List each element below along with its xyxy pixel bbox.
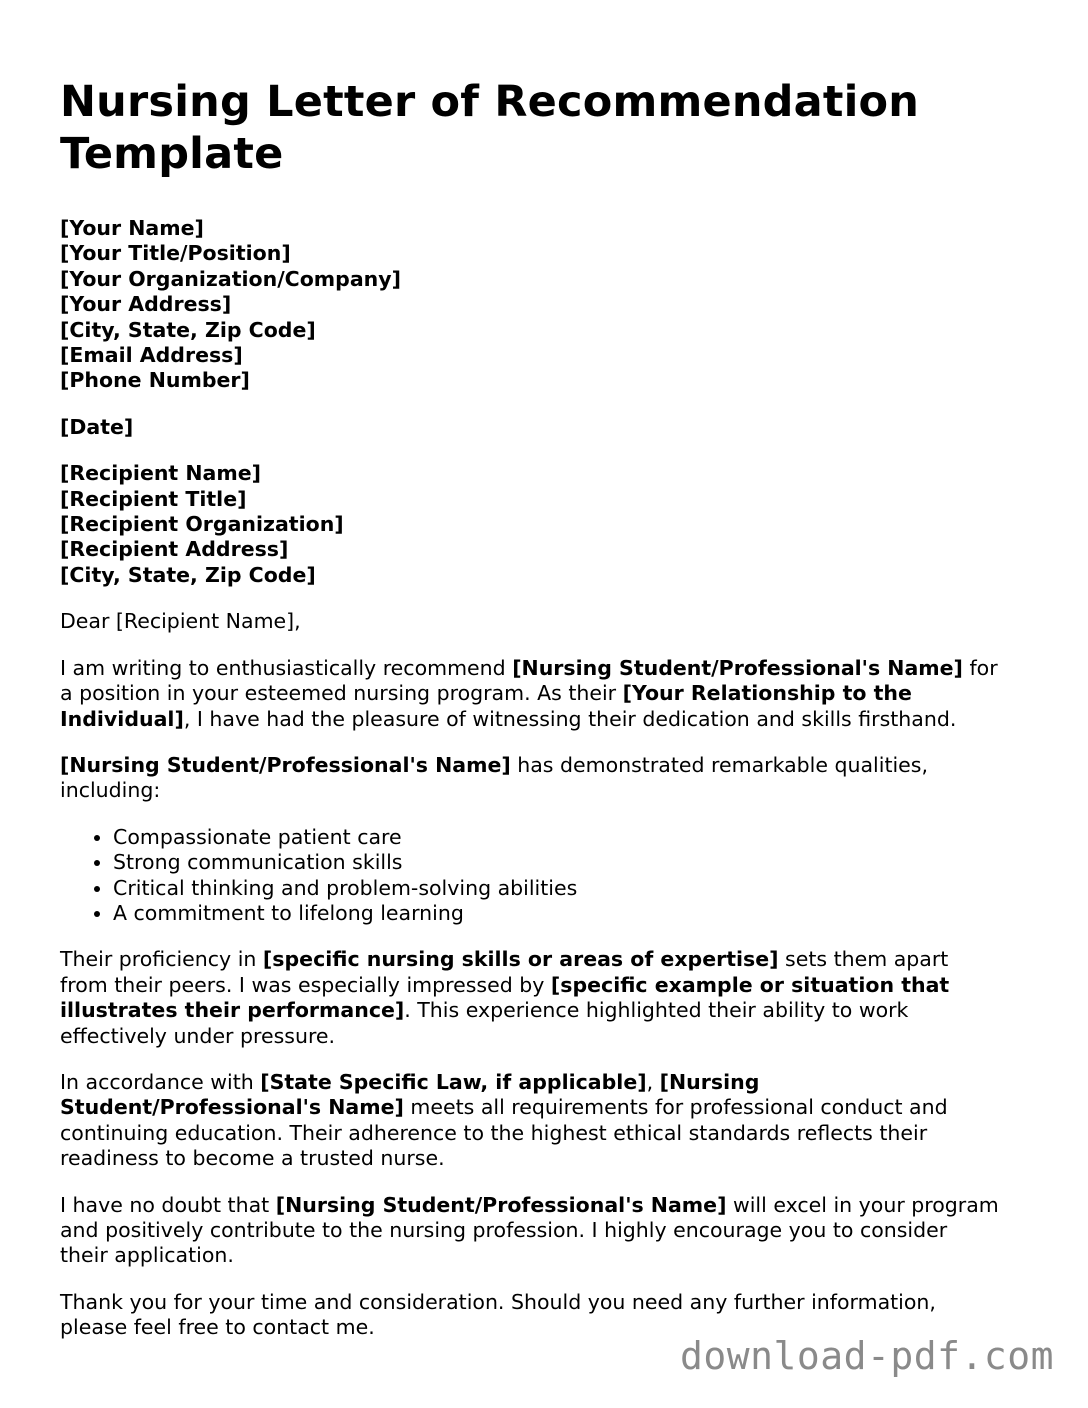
paragraph-intro <box>60 656 1000 732</box>
watermark: download-pdf.com <box>679 1334 1054 1378</box>
paragraph-endorsement <box>60 1193 1000 1269</box>
qualities-list <box>60 825 1000 927</box>
paragraph-text: , I have had the pleasure of witnessing their dedication and skills firsthand. <box>183 706 957 731</box>
sender-city-state-zip: [City, State, Zip Code] <box>60 317 316 342</box>
paragraph-text: I have no doubt that <box>60 1192 276 1217</box>
recipient-name: [Recipient Name] <box>60 461 261 486</box>
paragraph-text: has demonstrated remarkable qualities, including: <box>60 752 928 803</box>
paragraph-proficiency <box>60 947 1000 1049</box>
sender-block <box>60 216 1000 394</box>
sender-phone: [Phone Number] <box>60 368 250 393</box>
placeholder-relationship: [Your Relationship to the Individual] <box>60 681 912 731</box>
letter-page <box>60 76 1000 1362</box>
placeholder-candidate-name: [Nursing Student/Professional's Name] <box>512 655 963 680</box>
salutation: Dear [Recipient Name], <box>60 609 301 634</box>
placeholder-state-law: [State Specific Law, if applicable] <box>260 1069 647 1094</box>
recipient-block <box>60 461 1000 588</box>
recipient-organization: [Recipient Organization] <box>60 512 344 537</box>
sender-title: [Your Title/Position] <box>60 241 291 266</box>
recipient-title: [Recipient Title] <box>60 486 247 511</box>
paragraph-closing: Thank you for your time and consideration. Should you need any further information, please feel free to contact me. <box>60 1289 936 1340</box>
paragraph-text: . This experience highlighted their ability to work effectively under pressure. <box>60 998 909 1048</box>
sender-email: [Email Address] <box>60 343 243 368</box>
list-item: • A commitment to lifelong learning <box>113 901 1000 926</box>
paragraph-compliance <box>60 1070 1000 1172</box>
date-block <box>60 415 1000 440</box>
paragraph-text: I am writing to enthusiastically recommend <box>60 655 513 680</box>
paragraph-text: for a position in your esteemed nursing program. As their <box>60 655 998 706</box>
paragraph-text: will excel in your program and positively contribute to the nursing profession. I highly encourage you to consider their application. <box>60 1192 999 1268</box>
sender-name: [Your Name] <box>60 216 204 240</box>
placeholder-candidate-name: [Nursing Student/Professional's Name] <box>275 1192 727 1217</box>
paragraph-text: Their proficiency in <box>60 947 263 972</box>
list-item: • Critical thinking and problem-solving abilities <box>113 876 1000 901</box>
recipient-city-state-zip: [City, State, Zip Code] <box>60 562 316 587</box>
page-title: Nursing Letter of Recommendation Template <box>60 77 920 179</box>
list-item: • Strong communication skills <box>113 850 1000 875</box>
placeholder-skills: [specific nursing skills or areas of expertise] <box>262 947 779 972</box>
list-item: • Compassionate patient care <box>113 825 1000 850</box>
paragraph-text: In accordance with <box>60 1069 261 1094</box>
placeholder-candidate-name: [Nursing Student/Professional's Name] <box>60 752 511 777</box>
recipient-address: [Recipient Address] <box>60 537 289 562</box>
placeholder-candidate-name: [Nursing Student/Professional's Name] <box>60 1069 760 1120</box>
placeholder-example: [specific example or situation that illustrates their performance] <box>60 972 950 1023</box>
paragraph-text: sets them apart from their peers. I was especially impressed by <box>60 947 949 997</box>
paragraph-text: meets all requirements for professional conduct and continuing education. Their adherence to the highest ethical standards reflects their readiness to become a trusted nurse. <box>60 1095 948 1171</box>
paragraph-text: , <box>646 1069 660 1094</box>
sender-address: [Your Address] <box>60 292 232 317</box>
paragraph-qualities-intro <box>60 753 1000 804</box>
letter-date: [Date] <box>60 414 134 439</box>
sender-organization: [Your Organization/Company] <box>60 266 402 291</box>
